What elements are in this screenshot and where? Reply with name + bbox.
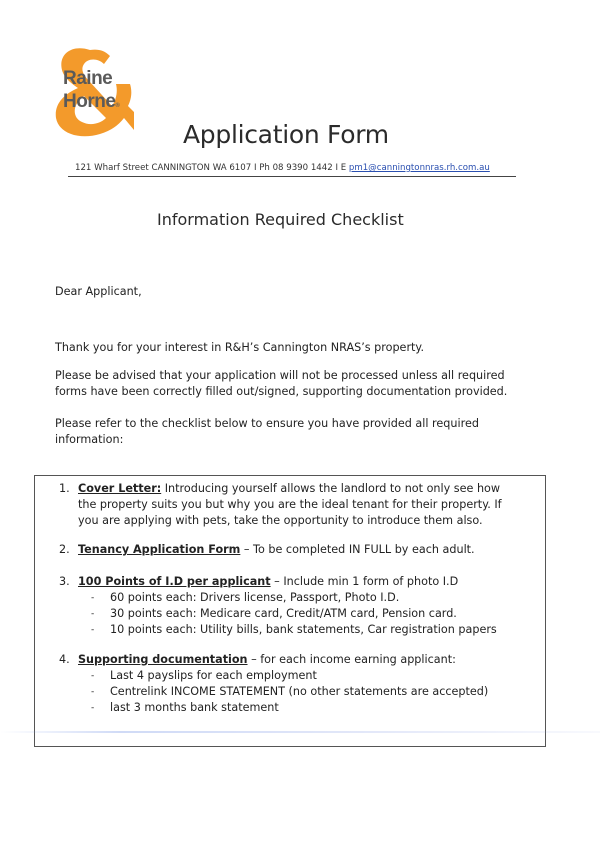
advisory-paragraph: Please be advised that your application will not be processed unless all required forms have been correctly filled out/signed, supporting documentation provided.	[55, 369, 508, 398]
thanks-paragraph: Thank you for your interest in R&H’s Cannington NRAS’s property.	[55, 341, 425, 354]
contact-email-link[interactable]: pm1@canningtonnras.rh.com.au	[348, 163, 490, 173]
item-heading: Supporting documentation	[78, 653, 248, 666]
header-divider	[68, 176, 516, 177]
item-heading: Cover Letter:	[78, 482, 162, 495]
item-heading: Tenancy Application Form	[78, 543, 241, 556]
bullet: -	[91, 671, 95, 681]
contact-line	[75, 163, 490, 173]
logo-word-horne: Horne®	[63, 91, 120, 112]
contact-details: 121 Wharf Street CANNINGTON WA 6107 I Ph 08 9390 1442 I E	[75, 163, 349, 173]
page-title: Application Form	[183, 120, 389, 149]
raine-horne-logo	[44, 42, 136, 142]
refer-paragraph: Please refer to the checklist below to ensure you have provided all required information:	[55, 417, 479, 446]
scan-artifact-line	[0, 731, 600, 733]
bullet: -	[91, 687, 95, 697]
bullet: -	[91, 609, 95, 619]
bullet: -	[91, 593, 95, 603]
logo-word-raine: Raine	[63, 68, 113, 89]
document-page: Raine Horne® Application Form 121 Wharf Street CANNINGTON WA 6107 I Ph 08 9390 1442 I E pm1@canningtonnras.rh.com.au Information Required Checklist Dear Applicant, Thank you for your interest in R&H’s Cannington NRAS’s property. Please be advised that your application will not be processed unless all required forms have been correctly filled out/signed, supporting documentation provided. Please refer to the checklist below to ensure you have provided all required information: 1. Cover Letter: Introducing yourself allows the landlord to not only see how the property suits you but why you are the ideal tenant for their property. If you are applying with pets, take the opportunity to introduce them also. 2. Tenancy Application Form – To be completed IN FULL by each adult. 3. 100 Points of I.D per applicant – Include min 1 form of photo I.D - 60 points each: Drivers license, Passport, Photo I.D. - 30 points each: Medicare card, Credit/ATM card, Pension card. - 10 points each: Utility bills, bank statements, Car registration papers 4. Supporting documentation – for each income earning applicant: - Last 4 payslips for each employment - Centrelink INCOME STATEMENT (no other statements are accepted) - last 3 months bank statement	[0, 0, 600, 846]
greeting: Dear Applicant,	[55, 285, 142, 298]
item-heading: 100 Points of I.D per applicant	[78, 575, 271, 588]
bullet: -	[91, 625, 95, 635]
checklist-heading: Information Required Checklist	[157, 210, 404, 229]
bullet: -	[91, 703, 95, 713]
